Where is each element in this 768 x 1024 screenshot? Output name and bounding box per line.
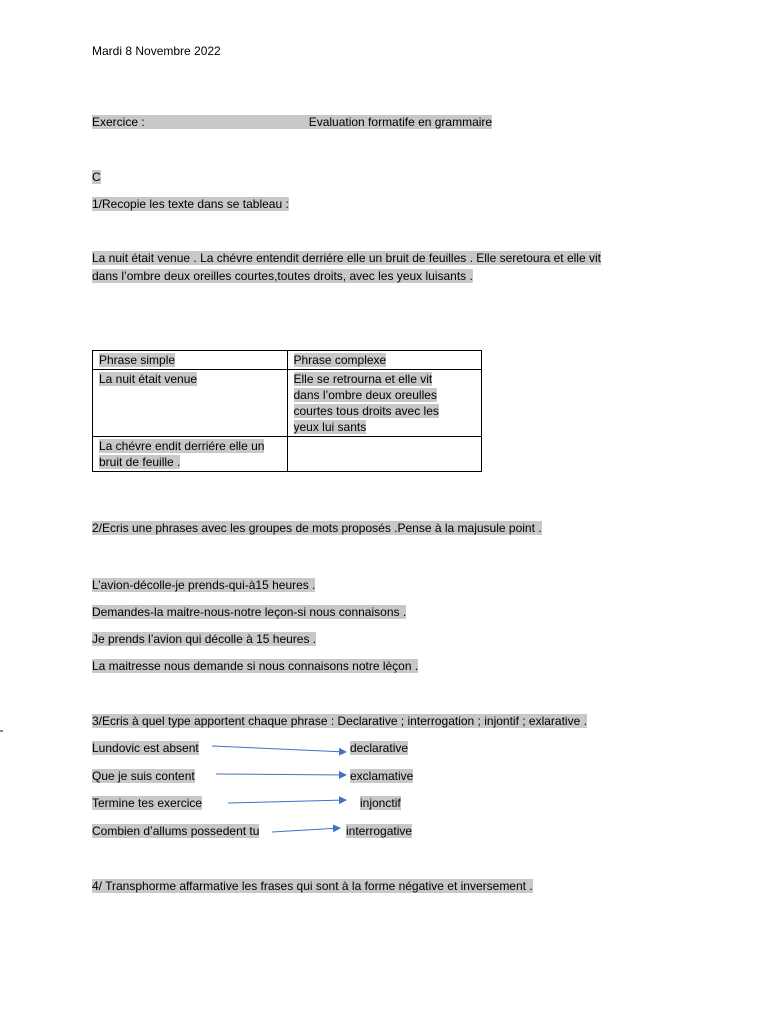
- match-type-text: exclamative: [350, 769, 414, 783]
- sentence-table: [92, 350, 482, 472]
- header-complex-text: Phrase complexe: [293, 353, 387, 367]
- question-2-text: 2/Ecris une phrases avec les groupes de mots proposés .Pense à la majusule point .: [92, 521, 542, 535]
- question-2-line: [92, 658, 418, 674]
- arrow-3: [228, 800, 346, 803]
- match-type-text: injonctif: [360, 796, 401, 810]
- exercise-header: [92, 114, 492, 130]
- match-type-text: interrogative: [346, 824, 413, 838]
- question-2-line: [92, 577, 315, 593]
- match-type: [350, 768, 413, 784]
- row2-simple-line: La chévre endit derriére elle un: [99, 439, 265, 453]
- row2-complex-cell: [287, 437, 482, 472]
- match-sentence: [92, 795, 202, 811]
- match-type: [350, 740, 408, 756]
- date-text: Mardi 8 Novembre 2022: [92, 44, 221, 58]
- row1-complex-line: courtes tous droits avec les: [293, 404, 439, 418]
- match-type-text: declarative: [350, 741, 409, 755]
- exercise-label: Exercice :: [92, 115, 145, 129]
- question-1-passage-line-1: [92, 250, 601, 266]
- row1-complex-line: yeux lui sants: [293, 420, 367, 434]
- match-sentence-text: Combien d’allums possedent tu: [92, 824, 260, 838]
- question-1-instruction: [92, 196, 289, 212]
- match-sentence: [92, 768, 195, 784]
- question-2-line-text: Je prends l’avion qui décolle à 15 heures .: [92, 632, 317, 646]
- question-2-instruction: [92, 520, 542, 536]
- margin-mark: [0, 730, 3, 732]
- date-line: [92, 43, 221, 59]
- row1-complex-cell: [287, 370, 482, 437]
- question-4-instruction: [92, 878, 533, 894]
- question-2-line-text: L’avion-décolle-je prends-qui-à15 heures .: [92, 578, 316, 592]
- row2-simple-line: bruit de feuille .: [99, 455, 181, 469]
- question-2-line: [92, 631, 316, 647]
- match-sentence-text: Lundovic est absent: [92, 741, 199, 755]
- marker-text: C: [92, 170, 101, 184]
- header-complex: [287, 351, 482, 370]
- match-type: [360, 795, 401, 811]
- passage-line-1: La nuit était venue . La chévre entendit derriére elle un bruit de feuilles . Elle seretoura et elle vit: [92, 251, 601, 265]
- question-3-text: 3/Ecris à quel type apportent chaque phrase : Declarative ; interrogation ; injontif ; exlarative .: [92, 714, 587, 728]
- question-3-instruction: [92, 713, 587, 729]
- row1-simple-cell: [93, 370, 288, 437]
- match-sentence: [92, 740, 199, 756]
- arrow-2: [216, 774, 346, 775]
- header-simple: [93, 351, 288, 370]
- row1-complex-line: Elle se retrourna et elle vit: [293, 372, 433, 386]
- table-row: [93, 370, 482, 437]
- arrow-4: [272, 828, 340, 832]
- passage-line-2: dans l’ombre deux oreilles courtes,toutes droits, avec les yeux luisants .: [92, 269, 473, 283]
- question-1-text: 1/Recopie les texte dans se tableau :: [92, 197, 289, 211]
- row1-complex-line: dans l’ombre deux oreulles: [293, 388, 437, 402]
- row1-simple-text: La nuit était venue: [99, 372, 198, 386]
- question-1-passage-line-2: [92, 268, 473, 284]
- question-2-line: [92, 604, 406, 620]
- exercise-title: Evaluation formatife en grammaire: [308, 115, 493, 129]
- question-2-line-text: La maitresse nous demande si nous connaisons notre lèçon .: [92, 659, 419, 673]
- arrow-1: [212, 746, 346, 752]
- table-row: [93, 437, 482, 472]
- section-marker: [92, 169, 101, 185]
- match-sentence-text: Que je suis content: [92, 769, 195, 783]
- match-sentence: [92, 823, 259, 839]
- match-sentence-text: Termine tes exercice: [92, 796, 203, 810]
- question-4-text: 4/ Transphorme affarmative les frases qui sont à la forme négative et inversement .: [92, 879, 533, 893]
- table-header-row: [93, 351, 482, 370]
- question-2-line-text: Demandes-la maitre-nous-notre leçon-si nous connaisons .: [92, 605, 407, 619]
- match-type: [346, 823, 412, 839]
- header-simple-text: Phrase simple: [99, 353, 176, 367]
- row2-simple-cell: [93, 437, 288, 472]
